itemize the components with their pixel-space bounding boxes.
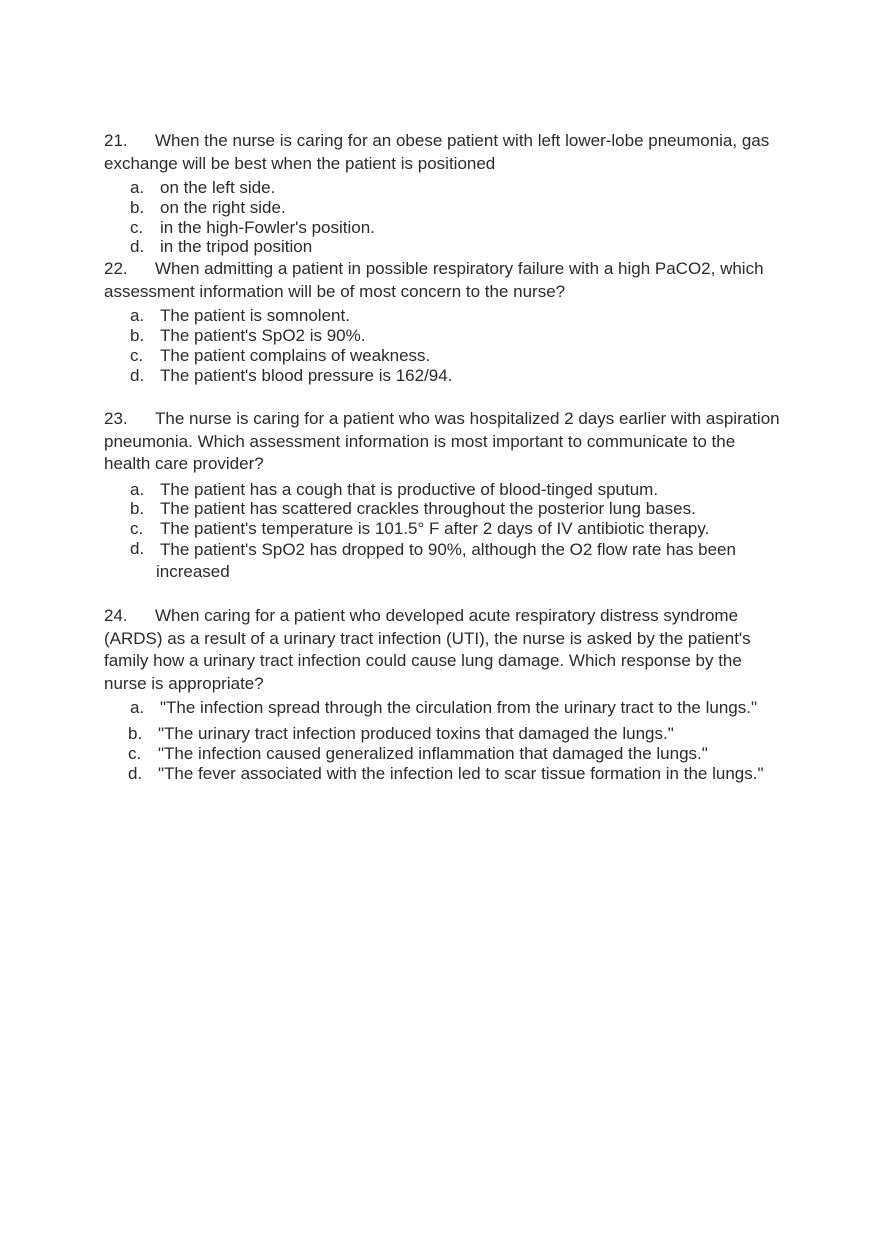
- question-number: 21.: [104, 131, 128, 150]
- question-22-stem: [104, 258, 784, 303]
- question-number: 24.: [104, 606, 128, 625]
- question-text: When the nurse is caring for an obese patient with left lower-lobe pneumonia, gas exchange will be best when the patient is positioned: [104, 131, 770, 173]
- option-text: "The fever associated with the infection led to scar tissue formation in the lungs.": [158, 764, 764, 783]
- option-text: The patient's blood pressure is 162/94.: [160, 366, 453, 385]
- option-text: in the high-Fowler's position.: [160, 218, 375, 237]
- option-letter: b.: [130, 326, 145, 345]
- option-letter: a.: [130, 480, 145, 499]
- option-text: The patient is somnolent.: [160, 306, 350, 325]
- option-letter: d.: [130, 539, 145, 558]
- option-letter: a.: [130, 306, 145, 325]
- question-21-stem: [104, 130, 784, 175]
- option-letter: a.: [130, 178, 145, 197]
- option-letter: c.: [130, 346, 144, 365]
- question-23-stem: [104, 408, 784, 476]
- option-letter: c.: [130, 519, 144, 538]
- option-letter: b.: [128, 724, 143, 743]
- option-letter: c.: [128, 744, 142, 763]
- option-letter: a.: [130, 698, 145, 717]
- option-text: "The urinary tract infection produced toxins that damaged the lungs.": [158, 724, 674, 743]
- option-text: on the left side.: [160, 178, 276, 197]
- question-24-stem: [104, 605, 784, 695]
- option-text: The patient's SpO2 is 90%.: [160, 326, 366, 345]
- question-number: 23.: [104, 409, 128, 428]
- option-text: "The infection caused generalized inflammation that damaged the lungs.": [158, 744, 708, 763]
- option-letter: b.: [130, 198, 145, 217]
- option-letter: c.: [130, 218, 144, 237]
- option-letter: d.: [130, 366, 145, 385]
- option-text: The patient has scattered crackles throughout the posterior lung bases.: [160, 499, 696, 518]
- option-letter: d.: [128, 764, 143, 783]
- option-text: The patient's SpO2 has dropped to 90%, although the O2 flow rate has been increased: [156, 540, 736, 581]
- question-text: When admitting a patient in possible respiratory failure with a high PaCO2, which assessment information will be of most concern to the nurse?: [104, 259, 764, 301]
- option-text: in the tripod position: [160, 237, 313, 256]
- option-text: "The infection spread through the circulation from the urinary tract to the lungs.": [160, 698, 757, 717]
- option-text: The patient complains of weakness.: [160, 346, 431, 365]
- option-letter: d.: [130, 237, 145, 256]
- question-text: The nurse is caring for a patient who was hospitalized 2 days earlier with aspiration pneumonia. Which assessment information is most important to communicate to the health care provider?: [104, 409, 780, 473]
- question-number: 22.: [104, 259, 128, 278]
- option-letter: b.: [130, 499, 145, 518]
- option-text: The patient's temperature is 101.5° F after 2 days of IV antibiotic therapy.: [160, 519, 710, 538]
- question-text: When caring for a patient who developed acute respiratory distress syndrome (ARDS) as a result of a urinary tract infection (UTI), the nurse is asked by the patient's family how a urinary tract infection could cause lung damage. Which response by the nurse is appropriate?: [104, 606, 751, 693]
- option-text: on the right side.: [160, 198, 286, 217]
- option-text: The patient has a cough that is productive of blood-tinged sputum.: [160, 480, 659, 499]
